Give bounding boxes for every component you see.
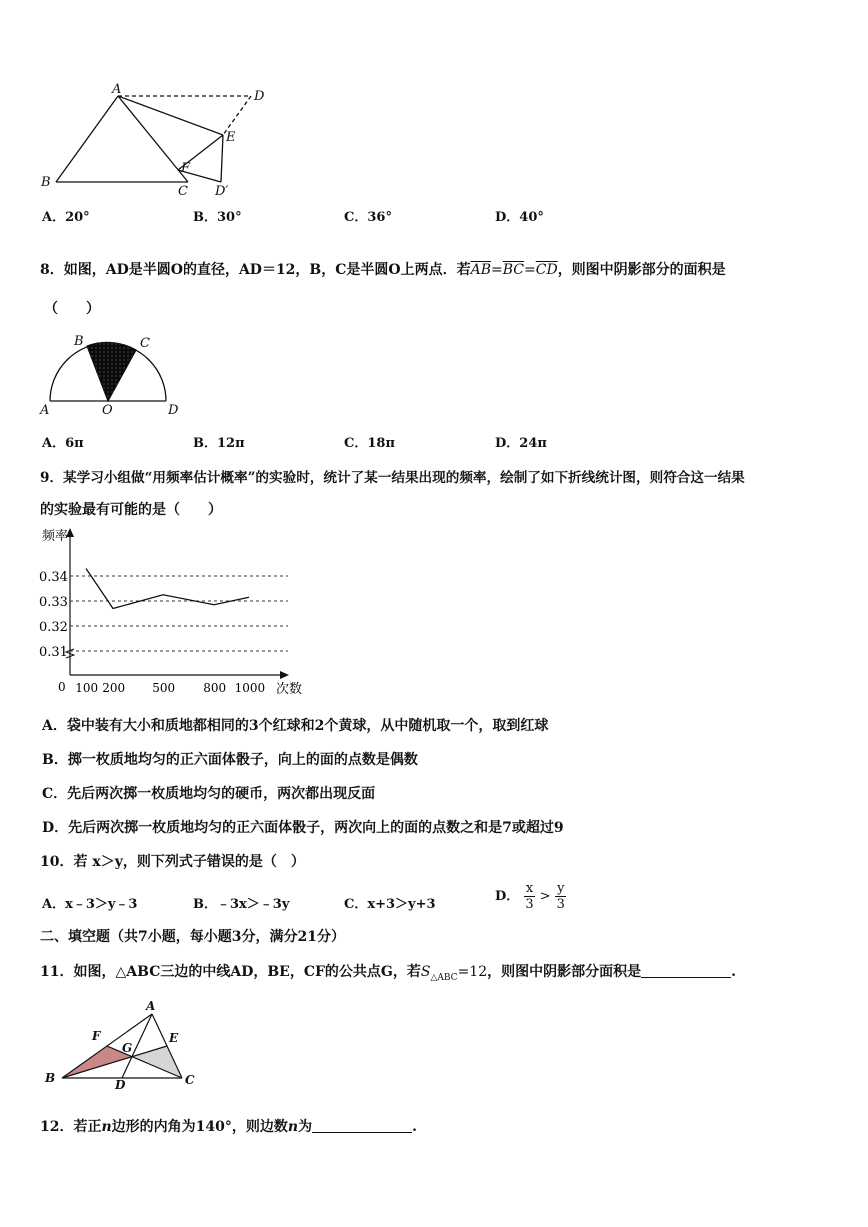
- q10-frac2-num: y: [557, 881, 565, 896]
- q11-period: .: [731, 964, 736, 980]
- q8-label-c: C: [140, 336, 150, 351]
- q12-n-2: n: [287, 1119, 299, 1135]
- q11-s-value: =12: [457, 964, 488, 980]
- q7-figure: [38, 82, 278, 200]
- q8-arc-bc: $\overline{BC}$: [502, 262, 525, 278]
- q9-option-b[interactable]: B．掷一枚质地均匀的正六面体骰子，向上的面的点数是偶数: [42, 752, 418, 768]
- q12-answer-blank[interactable]: [312, 1118, 412, 1133]
- q9-ytick-0: 0.34: [39, 570, 68, 585]
- q9-xtick-2: 500: [152, 681, 176, 695]
- q8-option-d[interactable]: D．24π: [495, 436, 547, 451]
- q11-stem-part-a: 11．如图，△ABC三边的中线AD，BE，CF的公共点G，若: [40, 964, 421, 980]
- q9-origin: 0: [58, 680, 66, 694]
- q11-label-f: F: [92, 1029, 101, 1043]
- q8-label-d: D: [168, 403, 179, 418]
- q9-option-d[interactable]: D．先后两次掷一枚质地均匀的正六面体骰子，两次向上的面的点数之和是7或超过9: [42, 820, 564, 836]
- q11-s-symbol: S: [420, 964, 431, 980]
- q10-option-a[interactable]: A．x﹣3＞y﹣3: [42, 897, 138, 912]
- q9-xtick-0: 100: [75, 681, 99, 695]
- q8-eq-1: =: [491, 262, 503, 278]
- q9-line-chart: [38, 525, 318, 700]
- q11-answer-blank[interactable]: [641, 963, 731, 978]
- q11-stem: [40, 961, 736, 983]
- q9-xtick-4: 1000: [234, 681, 266, 695]
- q9-ytick-1: 0.33: [39, 595, 68, 610]
- q7-option-d[interactable]: D．40°: [495, 210, 544, 225]
- q7-label-d: D: [254, 89, 265, 104]
- q10-option-d-prefix: D．: [495, 889, 520, 904]
- q8-label-b: B: [74, 334, 84, 349]
- q8-eq-2: =: [524, 262, 536, 278]
- q7-option-a[interactable]: A．20°: [42, 210, 90, 225]
- q10-option-d-gt: >: [539, 889, 551, 904]
- q7-label-c: C: [178, 184, 188, 199]
- q8-label-a: A: [40, 403, 50, 418]
- section-2-title: 二、填空题（共7小题，每小题3分，满分21分）: [40, 929, 345, 945]
- q7-label-e: E: [226, 130, 236, 145]
- q8-arc-cd: $\overline{CD}$: [535, 262, 558, 278]
- q8-option-c[interactable]: C．18π: [344, 436, 395, 451]
- q9-xtick-3: 800: [203, 681, 227, 695]
- q11-figure: [42, 998, 202, 1090]
- q12-stem-part-b: 边形的内角为140°，则边数: [111, 1119, 288, 1135]
- q8-arc-ab: $\overline{AB}$: [470, 262, 492, 278]
- q7-label-b: B: [41, 175, 51, 190]
- q11-label-c: C: [185, 1073, 195, 1087]
- q10-option-d-frac2: [555, 881, 566, 912]
- q8-stem-part-b: ，则图中阴影部分的面积是: [557, 262, 726, 278]
- q9-xtick-1: 200: [102, 681, 126, 695]
- q11-stem-part-b: ，则图中阴影部分面积是: [487, 964, 642, 980]
- q10-frac1-num: x: [525, 881, 534, 896]
- q11-s-subscript: △ABC: [430, 972, 458, 983]
- q7-segment-ed: [221, 135, 223, 182]
- q10-option-c[interactable]: C．x+3＞y+3: [344, 897, 436, 912]
- q9-option-c[interactable]: C．先后两次掷一枚质地均匀的硬币，两次都出现反面: [42, 786, 376, 802]
- q7-segment-ab: [56, 96, 118, 182]
- q11-label-e: E: [169, 1031, 179, 1045]
- q10-option-b[interactable]: B．﹣3x＞﹣3y: [193, 897, 290, 912]
- q8-option-a[interactable]: A．6π: [42, 436, 84, 451]
- q11-label-d: D: [115, 1078, 126, 1090]
- q11-label-a: A: [146, 999, 156, 1013]
- q9-stem-line2: 的实验最有可能的是（ ）: [40, 502, 222, 518]
- q8-figure: [38, 330, 188, 418]
- q12-stem: [40, 1116, 417, 1136]
- q8-label-o: O: [102, 403, 113, 418]
- q8-answer-paren: （ ）: [44, 301, 100, 317]
- q8-stem: [40, 259, 726, 279]
- q7-option-b[interactable]: B．30°: [193, 210, 242, 225]
- q9-xlabel: 次数: [276, 682, 303, 697]
- q10-option-d-frac1: [524, 881, 535, 912]
- q7-label-dprime: D′: [215, 184, 229, 199]
- q7-label-a: A: [112, 82, 122, 97]
- q9-series-line: [86, 569, 249, 609]
- q8-option-b[interactable]: B．12π: [193, 436, 245, 451]
- q9-stem-line1: 9．某学习小组做“用频率估计概率”的实验时，统计了某一结果出现的频率，绘制了如下折线统计图，则符合这一结果: [40, 470, 745, 486]
- q11-label-b: B: [45, 1071, 56, 1085]
- q9-ylabel: 频率: [42, 529, 69, 544]
- q11-label-g: G: [122, 1041, 133, 1055]
- q10-frac1-den: 3: [525, 897, 534, 912]
- q9-ytick-2: 0.32: [39, 620, 68, 635]
- q10-frac2-den: 3: [556, 897, 565, 912]
- q12-n-1: n: [101, 1119, 112, 1135]
- q12-stem-part-a: 12．若正: [40, 1119, 102, 1135]
- q8-stem-part-a: 8．如图，AD是半圆O的直径，AD＝12，B，C是半圆O上两点．若: [40, 262, 471, 278]
- q9-ytick-3: 0.31: [39, 645, 68, 660]
- q9-x-axis-arrow: [280, 671, 289, 679]
- q10-stem: 10．若 x＞y，则下列式子错误的是（ ）: [40, 854, 305, 870]
- q7-label-f: F: [181, 161, 191, 176]
- q8-shaded-region: [87, 342, 136, 401]
- q10-option-d[interactable]: [495, 881, 566, 912]
- q12-stem-part-c: 为: [298, 1119, 313, 1135]
- q7-option-c[interactable]: C．36°: [344, 210, 392, 225]
- q9-option-a[interactable]: A．袋中装有大小和质地都相同的3个红球和2个黄球，从中随机取一个，取到红球: [42, 718, 549, 734]
- q12-period: .: [412, 1119, 417, 1135]
